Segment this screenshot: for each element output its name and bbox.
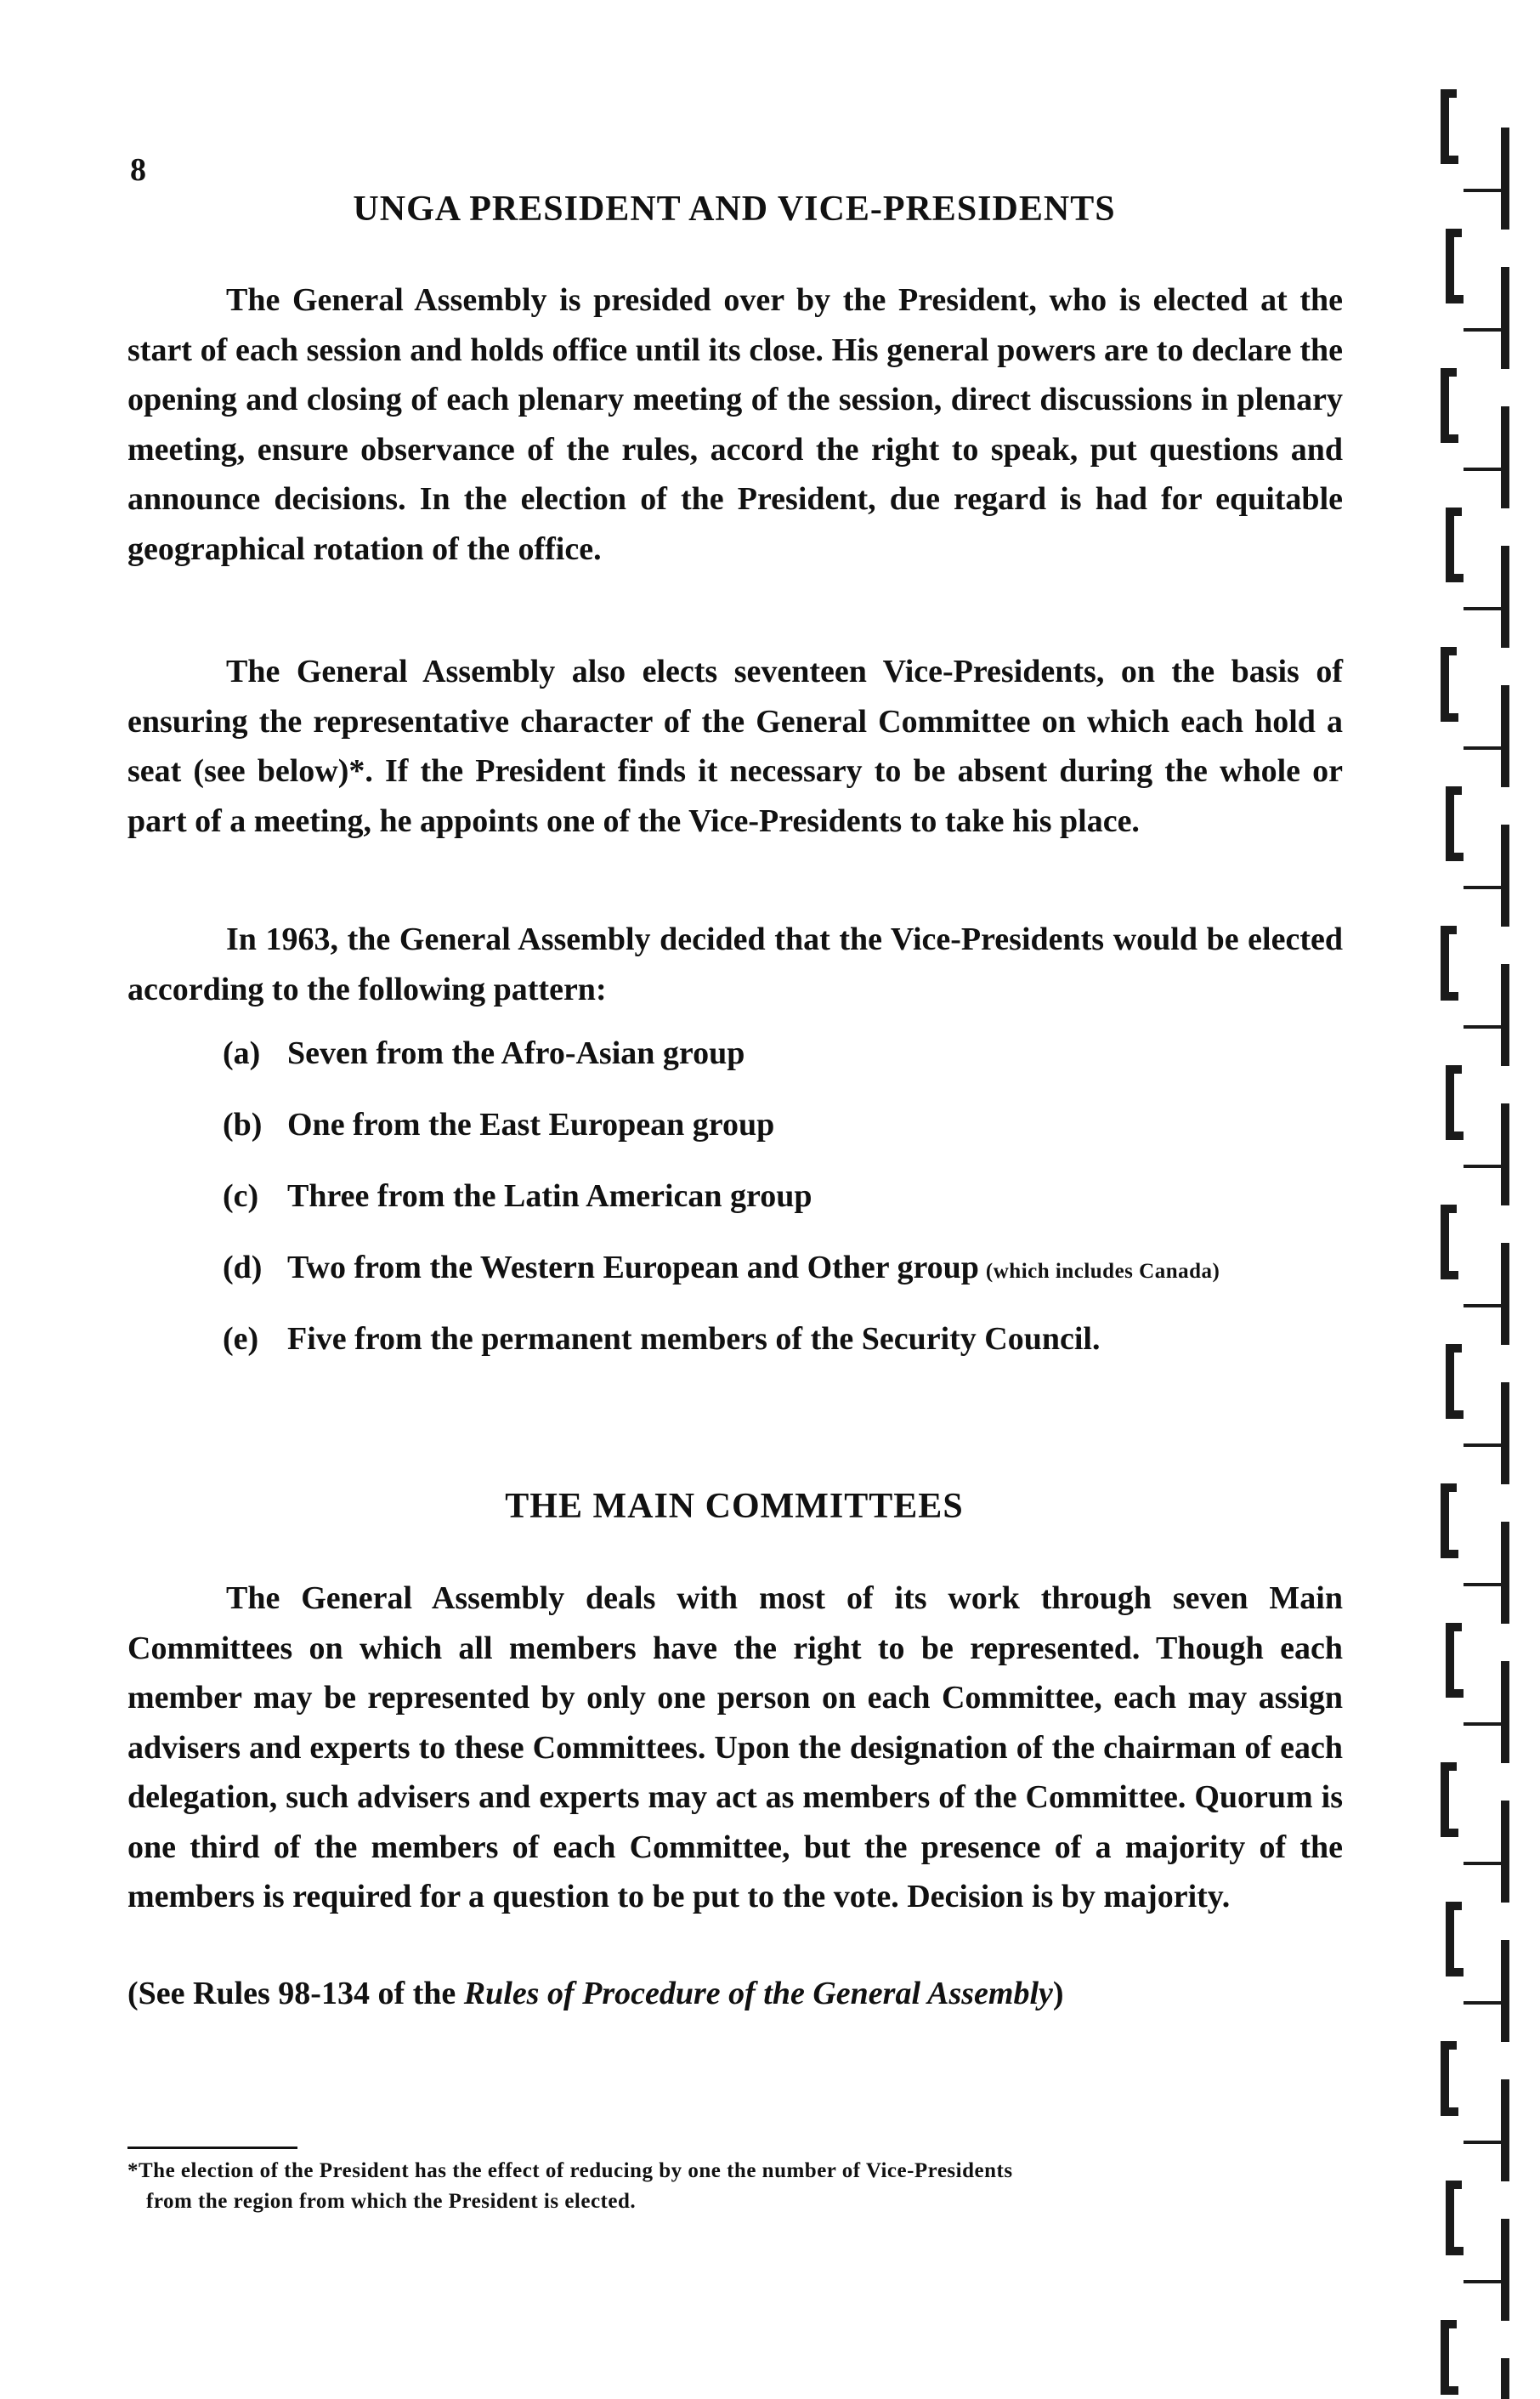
list-item-text: One from the East European group <box>287 1107 775 1143</box>
binding-link <box>1464 746 1506 750</box>
list-marker: (c) <box>223 1178 259 1214</box>
binding-bracket <box>1445 930 1458 996</box>
section-heading-main-committees: THE MAIN COMMITTEES <box>505 1487 964 1526</box>
binding-link <box>1464 1165 1506 1168</box>
list-item <box>223 1106 1220 1177</box>
binding-link <box>1464 1583 1506 1586</box>
binding-ring <box>1501 1382 1509 1484</box>
binding-ring <box>1501 267 1509 369</box>
list-item <box>223 1177 1220 1249</box>
binding-ring <box>1501 825 1509 927</box>
binding-link <box>1464 2280 1506 2283</box>
list-item-text: Seven from the Afro-Asian group <box>287 1035 745 1071</box>
paragraph-president-powers: The General Assembly is presided over by the President, who is elected at the start of each session and holds office until its close. His general powers are to declare the opening and closing of each plenary meeting of the session, direct discussions in plenary meeting, ensure observance of the rules, accord the right to speak, put questions and announce decisions. In the election of the President, due regard is had for equitable geographical rotation of the office. <box>127 282 1343 567</box>
binding-link <box>1464 189 1506 192</box>
list-marker: (e) <box>223 1321 259 1357</box>
list-item <box>223 1249 1220 1320</box>
binding-ring <box>1501 2219 1509 2321</box>
binding-bracket <box>1450 233 1464 299</box>
binding-bracket <box>1450 1906 1464 1972</box>
binding-bracket <box>1445 2045 1458 2112</box>
binding-link <box>1464 328 1506 332</box>
binding-ring <box>1501 1522 1509 1624</box>
list-item <box>223 1035 1220 1106</box>
binding-ring <box>1501 2358 1509 2399</box>
binding-link <box>1464 468 1506 471</box>
binding-link <box>1464 1443 1506 1447</box>
page-number: 8 <box>130 152 146 188</box>
binding-ring <box>1501 1103 1509 1205</box>
footnote-divider <box>127 2147 297 2149</box>
binding-ring <box>1501 1940 1509 2042</box>
binding-link <box>1464 1862 1506 1865</box>
binding-link <box>1464 886 1506 889</box>
binding-link <box>1464 1722 1506 1726</box>
list-marker: (d) <box>223 1250 263 1285</box>
list-item-text: Two from the Western European and Other group <box>287 1250 979 1285</box>
list-marker: (a) <box>223 1035 261 1071</box>
vice-president-pattern-list <box>223 1035 1220 1392</box>
list-item-text: Three from the Latin American group <box>287 1178 812 1214</box>
paragraph-main-committees: The General Assembly deals with most of its work through seven Main Committees on which all members have the right to be represented. Though each member may be represented by only one person on each Committee, each may assign advisers and experts to these Committees. Upon the designation of the chairman of each delegation, such advisers and experts may act as members of the Committee. Quorum is one third of the members of each Committee, but the presence of a majority of the members is required for a question to be put to the vote. Decision is by majority. <box>127 1580 1343 1914</box>
rules-reference-title: Rules of Procedure of the General Assembly <box>463 1976 1053 2011</box>
binding-ring <box>1501 128 1509 230</box>
binding-bracket <box>1445 1488 1458 1554</box>
rules-reference-prefix: (See Rules 98-134 of the <box>127 1976 464 2011</box>
paragraph-vice-presidents: The General Assembly also elects seventeen Vice-Presidents, on the basis of ensuring the representative character of the General Committee on which each hold a seat (see below)*. If the President finds it necessary to be absent during the whole or part of a meeting, he appoints one of the Vice-Presidents to take his place. <box>127 654 1343 839</box>
binding-bracket <box>1445 1767 1458 1833</box>
binding-bracket <box>1450 791 1464 857</box>
binding-ring <box>1501 2079 1509 2181</box>
binding-link <box>1464 2141 1506 2144</box>
spiral-binding-decoration <box>1438 0 1540 2399</box>
binding-link <box>1464 1304 1506 1307</box>
footnote-line-1: *The election of the President has the effect of reducing by one the number of Vice-Presidents <box>127 2159 1013 2182</box>
binding-bracket <box>1445 651 1458 717</box>
binding-bracket <box>1445 1209 1458 1275</box>
binding-ring <box>1501 1243 1509 1345</box>
rules-reference <box>127 1969 1064 2018</box>
binding-link <box>1464 607 1506 610</box>
list-item-note: (which includes Canada) <box>985 1260 1220 1283</box>
binding-ring <box>1501 964 1509 1066</box>
binding-bracket <box>1450 2185 1464 2251</box>
binding-link <box>1464 2001 1506 2005</box>
list-item <box>223 1320 1220 1392</box>
binding-ring <box>1501 406 1509 508</box>
binding-ring <box>1501 1661 1509 1763</box>
binding-bracket <box>1450 1627 1464 1693</box>
binding-bracket <box>1445 94 1458 160</box>
binding-ring <box>1501 685 1509 787</box>
binding-ring <box>1501 546 1509 648</box>
binding-bracket <box>1450 1348 1464 1415</box>
list-item-text: Five from the permanent members of the Security Council. <box>287 1321 1101 1357</box>
rules-reference-suffix: ) <box>1052 1976 1064 2011</box>
footnote <box>127 2156 1351 2217</box>
list-marker: (b) <box>223 1107 263 1143</box>
binding-bracket <box>1445 2324 1458 2390</box>
paragraph-1963-pattern: In 1963, the General Assembly decided that the Vice-Presidents would be elected according to the following pattern: <box>127 922 1343 1007</box>
binding-link <box>1464 1025 1506 1029</box>
binding-bracket <box>1445 372 1458 439</box>
binding-bracket <box>1450 512 1464 578</box>
binding-ring <box>1501 1801 1509 1903</box>
footnote-line-2: from the region from which the President is elected. <box>146 2190 637 2213</box>
binding-bracket <box>1450 1069 1464 1136</box>
section-heading-president: UNGA PRESIDENT AND VICE-PRESIDENTS <box>353 190 1116 229</box>
